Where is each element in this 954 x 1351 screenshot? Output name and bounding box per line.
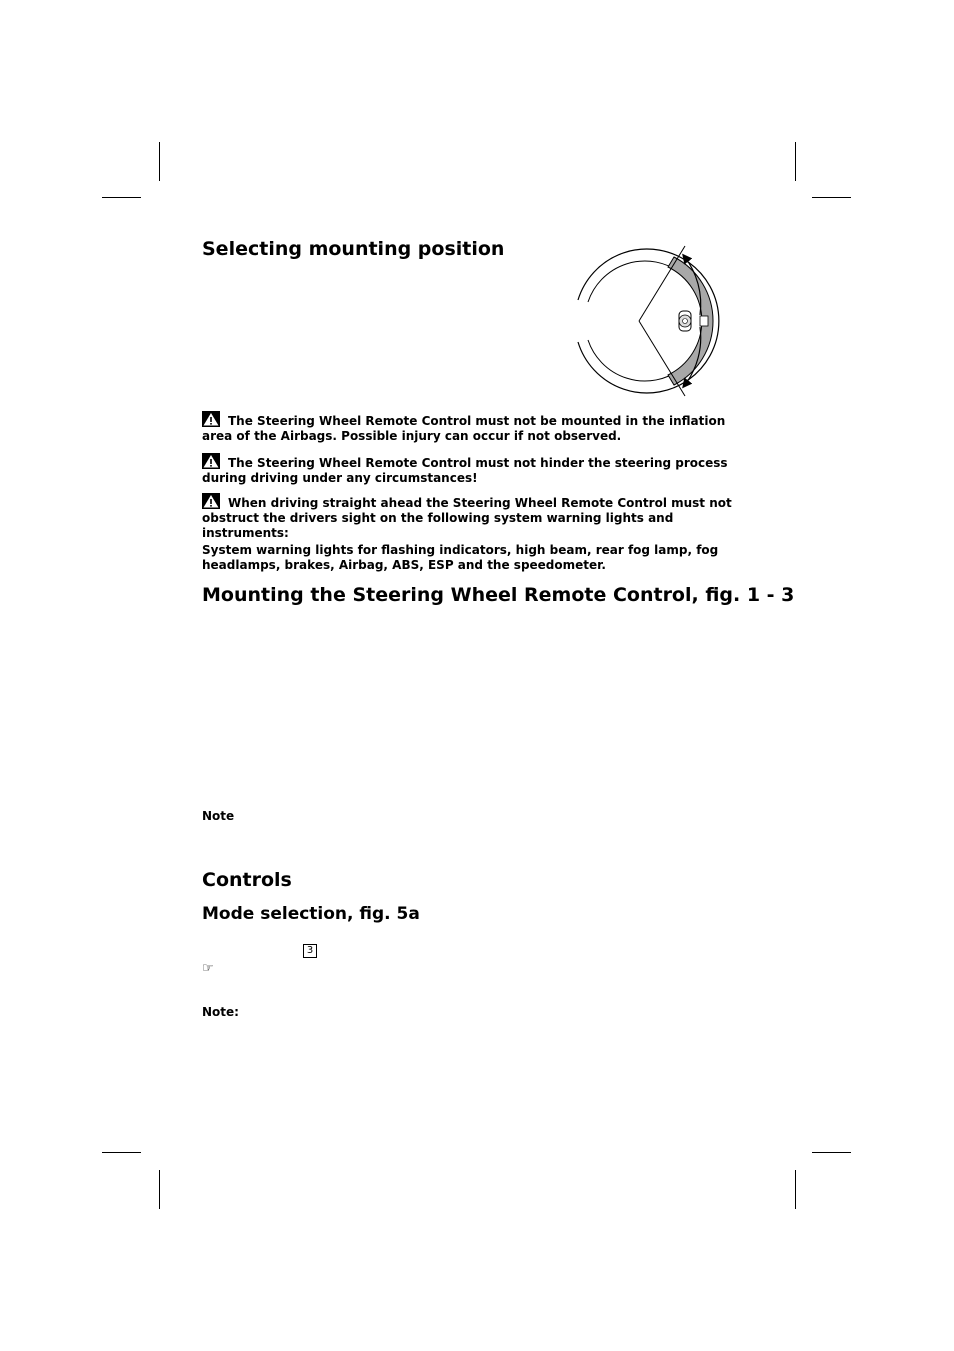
section-title-selecting: Selecting mounting position [202,238,505,260]
warning-text: The Steering Wheel Remote Control must not be mounted in the inflation area of the Airbags. Possible injury can occur if not observed. [202,414,726,443]
warning-sight [202,493,742,541]
crop-mark [795,1170,796,1209]
crop-mark [102,197,141,198]
warning-triangle-icon [202,453,220,469]
system-lights-text: System warning lights for flashing indicators, high beam, rear fog lamp, fog headlamps, brakes, Airbag, ABS, ESP and the speedometer. [202,543,719,572]
section-title-mode: Mode selection, fig. 5a [202,904,420,924]
crop-mark [102,1152,141,1153]
pointing-hand-icon: ☞ [202,961,214,976]
wheel-rim-outer [578,249,719,393]
crop-mark [812,1152,851,1153]
key-3-box: 3 [303,944,317,958]
warning-text: When driving straight ahead the Steering Wheel Remote Control must not obstruct the drivers sight on the following system warning lights and instruments: [202,496,732,540]
warning-triangle-icon [202,411,220,427]
section-title-controls: Controls [202,869,292,891]
warning-airbag [202,411,742,444]
crop-mark [812,197,851,198]
warning-triangle-icon [202,493,220,509]
crop-mark [159,1170,160,1209]
crop-mark [159,142,160,181]
note2-label: Note: [202,1005,239,1019]
crop-mark [795,142,796,181]
warning-steering [202,453,742,486]
section-title-mounting: Mounting the Steering Wheel Remote Control, fig. 1 - 3 [202,584,795,606]
steering-wheel-illustration [560,240,730,400]
note-label: Note [202,809,235,823]
warning-text: The Steering Wheel Remote Control must not hinder the steering process during driving under any circumstances! [202,456,728,485]
